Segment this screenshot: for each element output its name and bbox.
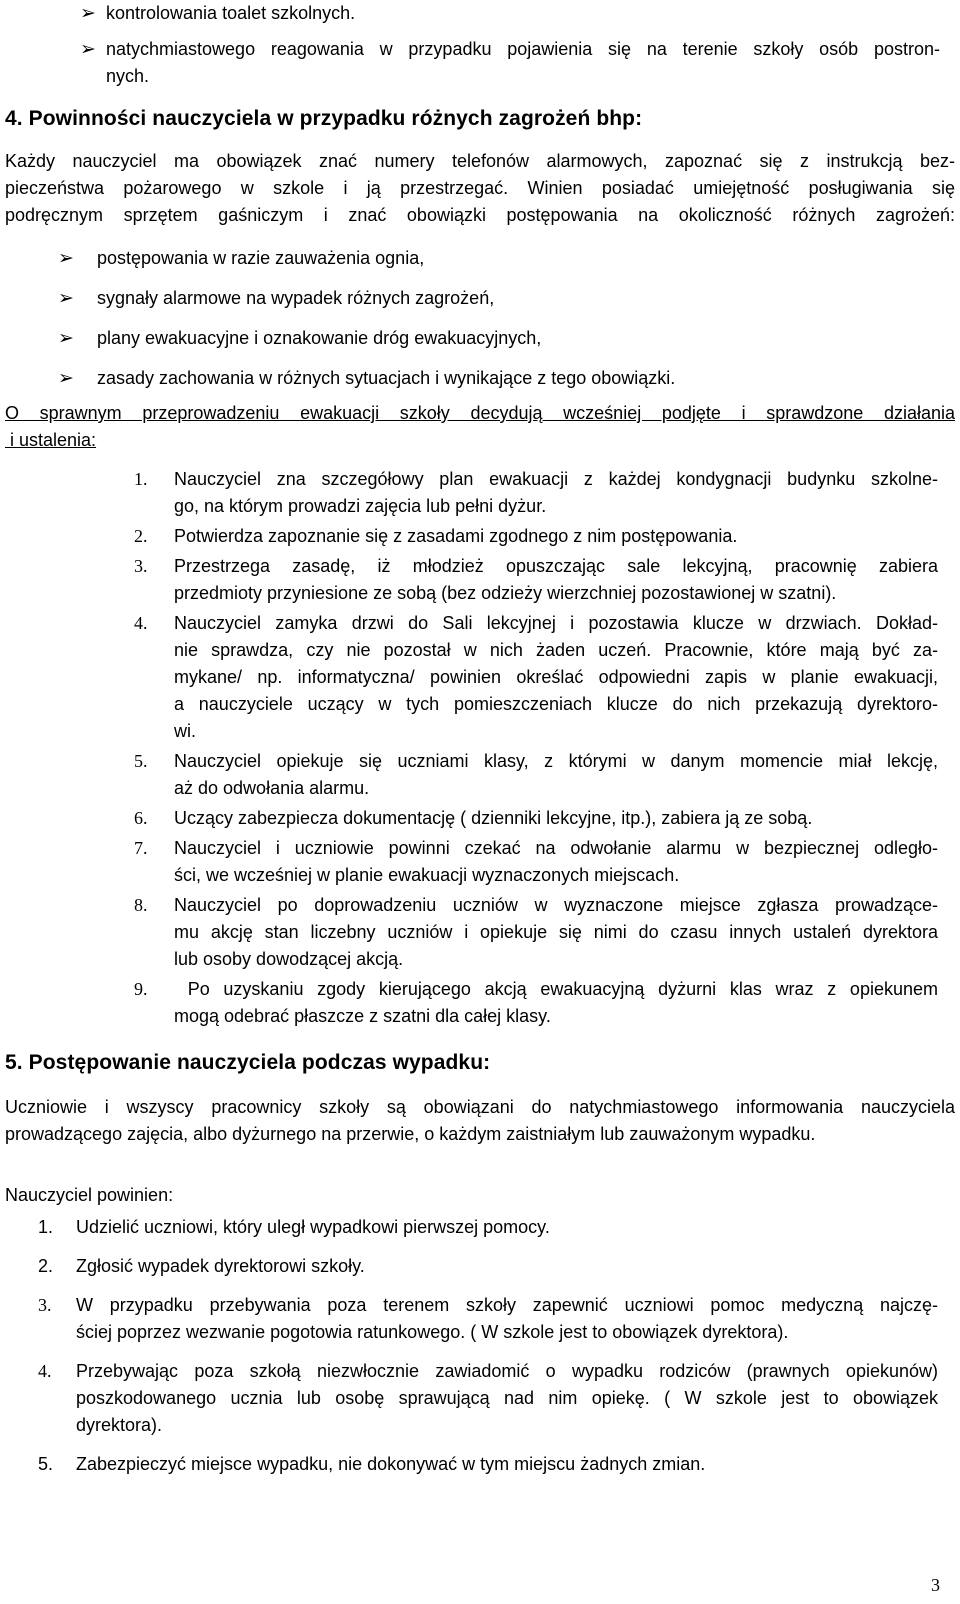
arrow-bullet-icon: ➢ xyxy=(58,367,74,389)
list-item: 7. Nauczyciel i uczniowie powinni czekać na odwołanie alarmu w bezpiecznej odległo- ści, we wcześniej w planie ewakuacji wyznaczonych miejscach. xyxy=(134,838,938,885)
evacuation-intro: O sprawnym przeprowadzeniu ewakuacji szkoły decydują wcześniej podjęte i sprawdzone działania i ustalenia: xyxy=(5,403,955,450)
list-item: ➢ sygnały alarmowe na wypadek różnych zagrożeń, xyxy=(0,285,960,312)
list-item: 5. Nauczyciel opiekuje się uczniami klasy, z którymi w danym momencie miał lekcję, aż do odwołania alarmu. xyxy=(134,751,938,798)
hazard-bullet-list xyxy=(0,245,960,405)
arrow-bullet-icon: ➢ xyxy=(58,287,74,309)
list-item: 4. Nauczyciel zamyka drzwi do Sali lekcyjnej i pozostawia klucze w drzwiach. Dokład- nie sprawdza, czy nie pozostał w nich żaden uczeń. Pracownie, które mają być za- mykane/ np. informatyczna/ powinien określać odpowiedni zapis w planie ewakuacji, a nauczyciele uczący w tych pomieszczeniach klucze do nich przekazują dyrektoro- wi. xyxy=(134,613,938,741)
list-item: 3. W przypadku przebywania poza terenem szkoły zapewnić uczniowi pomoc medyczną najczę- ściej poprzez wezwanie pogotowia ratunkowego. ( W szkole jest to obowiązek dyrektora). xyxy=(38,1295,938,1342)
list-item: 2. Potwierdza zapoznanie się z zasadami zgodnego z nim postępowania. xyxy=(134,526,738,546)
list-item: 5. Zabezpieczyć miejsce wypadku, nie dokonywać w tym miejscu żadnych zmian. xyxy=(38,1454,706,1474)
page-number: 3 xyxy=(931,1575,940,1595)
section-5-paragraph: Uczniowie i wszyscy pracownicy szkoły są obowiązani do natychmiastowego informowania nauczyciela prowadzącego zajęcia, albo dyżurnego na przerwie, o każdym zaistniałym lub zauważonym wypadku. xyxy=(5,1097,955,1144)
arrow-bullet-icon: ➢ xyxy=(80,38,96,60)
list-item: ➢ natychmiastowego reagowania w przypadku pojawienia się na terenie szkoły osób postron- nych. xyxy=(80,38,940,86)
list-item: ➢ zasady zachowania w różnych sytuacjach i wynikające z tego obowiązki. xyxy=(0,365,960,392)
list-item: 4. Przebywając poza szkołą niezwłocznie zawiadomić o wypadku rodziców (prawnych opiekunów) poszkodowanego ucznia lub osobę sprawującą nad nim opiekę. ( W szkole jest to obowiązek dyrektora). xyxy=(38,1361,938,1435)
arrow-bullet-icon: ➢ xyxy=(58,247,74,269)
section-4-paragraph: Każdy nauczyciel ma obowiązek znać numery telefonów alarmowych, zapoznać się z instrukcją bez- pieczeństwa pożarowego w szkole i ją przestrzegać. Winien posiadać umiejętność posługiwania się podręcznym sprzętem gaśniczym i znać obowiązki postępowania na okoliczność różnych zagrożeń: xyxy=(5,151,955,225)
evacuation-numbered-list xyxy=(0,466,960,1030)
section-4-heading: 4. Powinności nauczyciela w przypadku różnych zagrożeń bhp: xyxy=(5,107,643,130)
list-item: 1. Udzielić uczniowi, który uległ wypadkowi pierwszej pomocy. xyxy=(38,1217,550,1237)
list-item: ➢ kontrolowania toalet szkolnych. xyxy=(0,0,960,27)
list-item: ➢ postępowania w razie zauważenia ognia, xyxy=(0,245,960,272)
continued-bullet-list xyxy=(0,0,960,90)
list-item: 8. Nauczyciel po doprowadzeniu uczniów w wyznaczone miejsce zgłasza prowadzące- mu akcję stan liczebny uczniów i opiekuje się nimi do czasu innych ustaleń dyrektora lub osoby dowodzącej akcją. xyxy=(134,895,938,969)
list-item: 6. Uczący zabezpiecza dokumentację ( dzienniki lekcyjne, itp.), zabiera ją ze sobą. xyxy=(134,808,813,828)
section-5-heading: 5. Postępowanie nauczyciela podczas wypadku: xyxy=(5,1051,491,1074)
arrow-bullet-icon: ➢ xyxy=(58,327,74,349)
list-item: ➢ plany ewakuacyjne i oznakowanie dróg ewakuacyjnych, xyxy=(0,325,960,352)
list-item: 9. Po uzyskaniu zgody kierującego akcją ewakuacyjną dyżurni klas wraz z opiekunem mogą odebrać płaszcze z szatni dla całej klasy. xyxy=(134,979,938,1026)
list-item: 1. Nauczyciel zna szczegółowy plan ewakuacji z każdej kondygnacji budynku szkolne- go, na którym prowadzi zajęcia lub pełni dyżur. xyxy=(134,469,938,516)
accident-numbered-list xyxy=(0,1214,960,1491)
arrow-bullet-icon: ➢ xyxy=(80,2,96,24)
subheading: Nauczyciel powinien: xyxy=(5,1185,174,1205)
list-item: 3. Przestrzega zasadę, iż młodzież opuszczając sale lekcyjną, pracownię zabiera przedmioty przyniesione ze sobą (bez odzieży wierzchniej pozostawionej w szatni). xyxy=(134,556,938,603)
list-item: 2. Zgłosić wypadek dyrektorowi szkoły. xyxy=(38,1256,365,1276)
